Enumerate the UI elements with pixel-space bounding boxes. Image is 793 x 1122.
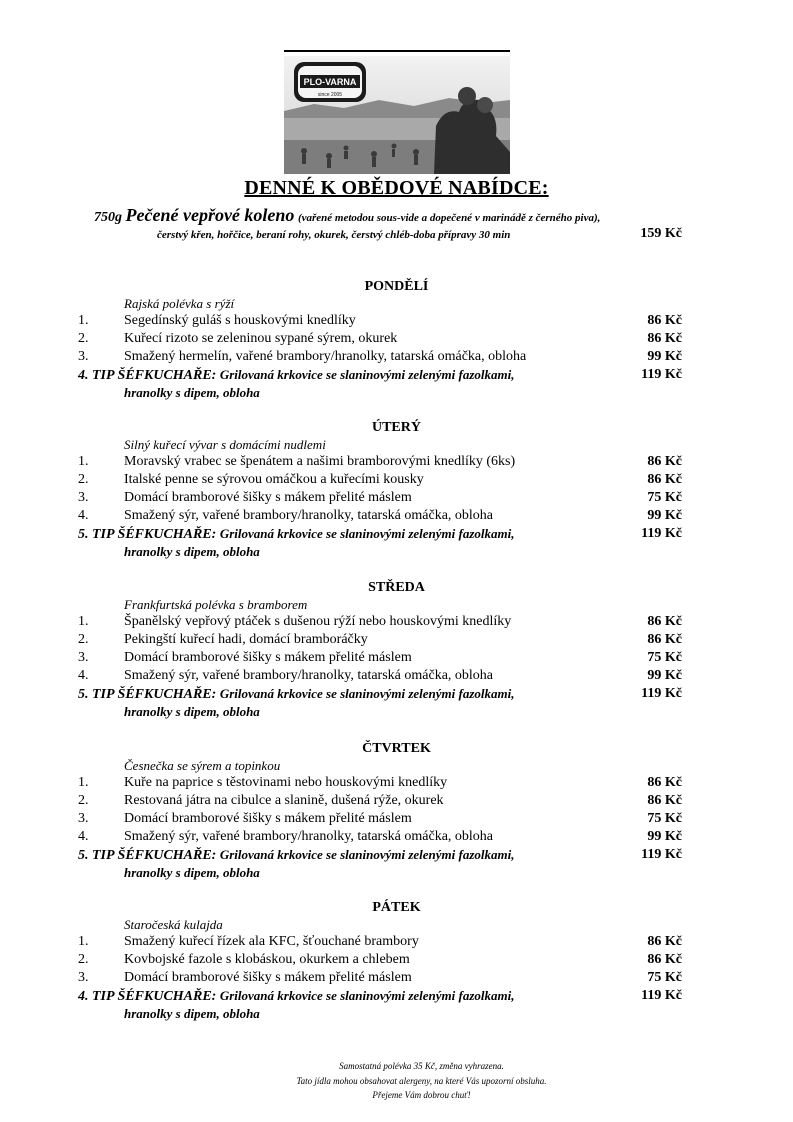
menu-item (78, 970, 682, 988)
menu-item (78, 811, 682, 829)
menu-item-text: Domácí bramborové šišky s mákem přelité máslem (124, 650, 412, 665)
menu-item-price: 99 Kč (647, 829, 682, 844)
chef-tip-description: Grilovaná krkovice se slaninovými zelenými fazolkami, (219, 686, 515, 701)
menu-item-price: 86 Kč (647, 632, 682, 647)
chef-tip (78, 847, 682, 880)
menu-item-num: 2. (78, 793, 89, 808)
menu-item-num: 1. (78, 614, 89, 629)
menu-item-price: 86 Kč (647, 775, 682, 790)
day-heading: PÁTEK (372, 900, 421, 915)
day-heading: ÚTERÝ (371, 420, 421, 435)
chef-tip-line2: hranolky s dipem, obloha (124, 865, 260, 880)
menu-item (78, 614, 682, 632)
chef-tip-line1 (78, 686, 682, 703)
menu-item-price: 86 Kč (647, 614, 682, 629)
menu-item-num: 3. (78, 349, 89, 364)
menu-item-text: Moravský vrabec se špenátem a našimi bramborovými knedlíky (6ks) (124, 454, 516, 469)
day-heading: PONDĚLÍ (364, 279, 429, 294)
menu-item-num: 3. (78, 811, 89, 826)
menu-item-text: Domácí bramborové šišky s mákem přelité máslem (124, 811, 412, 826)
chef-tip-price: 119 Kč (641, 686, 682, 701)
chef-tip-description: Grilovaná krkovice se slaninovými zelenými fazolkami, (219, 988, 515, 1003)
menu-item-num: 4. (78, 508, 89, 523)
menu-item (78, 454, 682, 472)
menu-item-text: Restovaná játra na cibulce a slanině, dušená rýže, okurek (124, 793, 444, 808)
menu-item-num: 3. (78, 650, 89, 665)
menu-item-price: 99 Kč (647, 508, 682, 523)
footer-line: Tato jídla mohou obsahovat alergeny, na které Vás upozorní obsluha. (296, 1076, 547, 1086)
menu-item-text: Domácí bramborové šišky s mákem přelité máslem (124, 970, 412, 985)
menu-item (78, 793, 682, 811)
menu-item-num: 3. (78, 490, 89, 505)
menu-item-price: 75 Kč (647, 490, 682, 505)
menu-item-price: 86 Kč (647, 454, 682, 469)
chef-tip (78, 686, 682, 719)
menu-item-price: 86 Kč (647, 313, 682, 328)
menu-item-num: 2. (78, 632, 89, 647)
menu-item-price: 99 Kč (647, 349, 682, 364)
menu-item (78, 508, 682, 526)
chef-tip-label: 4. TIP ŠÉFKUCHAŘE: (78, 989, 217, 1004)
menu-item (78, 829, 682, 847)
menu-item (78, 490, 682, 508)
chef-tip-line1 (78, 526, 682, 543)
menu-item-price: 86 Kč (647, 952, 682, 967)
menu-item-text: Pekingští kuřecí hadi, domácí bramboráčky (124, 632, 368, 647)
menu-item-text: Kovbojské fazole s klobáskou, okurkem a chlebem (124, 952, 410, 967)
footer-line: Přejeme Vám dobrou chuť! (372, 1090, 471, 1100)
chef-tip-line2: hranolky s dipem, obloha (124, 544, 260, 559)
special-weight: 750g (94, 210, 122, 225)
menu-item-price: 75 Kč (647, 970, 682, 985)
chef-tip-label: 5. TIP ŠÉFKUCHAŘE: (78, 527, 217, 542)
menu-item-text: Smažený sýr, vařené brambory/hranolky, tatarská omáčka, obloha (124, 508, 494, 523)
menu-item (78, 650, 682, 668)
chef-tip (78, 526, 682, 559)
menu-item-price: 75 Kč (647, 811, 682, 826)
chef-tip-line1 (78, 988, 682, 1005)
special-note: (vařené metodou sous-vide a dopečené v marinádě z černého piva), (297, 212, 601, 224)
menu-item-num: 2. (78, 952, 89, 967)
page-title: DENNÉ K OBĚDOVÉ NABÍDCE: (244, 177, 549, 199)
chef-tip-description: Grilovaná krkovice se slaninovými zelenými fazolkami, (219, 526, 515, 541)
chef-tip-price: 119 Kč (641, 526, 682, 541)
soup-of-day: Rajská polévka s rýží (124, 296, 235, 311)
menu-item-num: 2. (78, 472, 89, 487)
menu-item (78, 952, 682, 970)
menu-item-text: Smažený hermelín, vařené brambory/hranolky, tatarská omáčka, obloha (124, 349, 527, 364)
menu-item-text: Španělský vepřový ptáček s dušenou rýží nebo houskovými knedlíky (124, 614, 512, 629)
menu-item-num: 1. (78, 934, 89, 949)
menu-item-price: 75 Kč (647, 650, 682, 665)
chef-tip-label: 4. TIP ŠÉFKUCHAŘE: (78, 368, 217, 383)
menu-item-num: 4. (78, 668, 89, 683)
menu-item-text: Kuřecí rizoto se zeleninou sypané sýrem, okurek (124, 331, 398, 346)
menu-item (78, 934, 682, 952)
menu-item-price: 86 Kč (647, 793, 682, 808)
menu-item-text: Italské penne se sýrovou omáčkou a kuřecími kousky (124, 472, 424, 487)
menu-item-num: 4. (78, 829, 89, 844)
chef-tip-line2: hranolky s dipem, obloha (124, 1006, 260, 1021)
special-price: 159 Kč (640, 226, 682, 241)
menu-item (78, 349, 682, 367)
special-dish-line1 (94, 205, 600, 226)
header-rule (284, 50, 510, 52)
logo-since: since 2005 (317, 92, 343, 98)
chef-tip (78, 367, 682, 400)
menu-item-price: 99 Kč (647, 668, 682, 683)
soup-of-day: Silný kuřecí vývar s domácími nudlemi (124, 437, 326, 452)
menu-item-price: 86 Kč (647, 934, 682, 949)
menu-item-price: 86 Kč (647, 331, 682, 346)
special-name: Pečené vepřové koleno (125, 205, 295, 225)
menu-item-num: 1. (78, 454, 89, 469)
menu-item-price: 86 Kč (647, 472, 682, 487)
menu-item (78, 331, 682, 349)
chef-tip-line1 (78, 847, 682, 864)
chef-tip (78, 988, 682, 1021)
menu-item-text: Segedínský guláš s houskovými knedlíky (124, 313, 356, 328)
logo-name: PLO-VARNA (303, 77, 357, 87)
menu-item-num: 3. (78, 970, 89, 985)
logo-badge (294, 62, 366, 102)
chef-tip-line1 (78, 367, 682, 384)
day-heading: ČTVRTEK (362, 741, 431, 756)
menu-item (78, 668, 682, 686)
chef-tip-description: Grilovaná krkovice se slaninovými zelenými fazolkami, (219, 367, 515, 382)
menu-item-text: Kuře na paprice s těstovinami nebo houskovými knedlíky (124, 775, 448, 790)
menu-item-num: 1. (78, 313, 89, 328)
special-dish-line2: čerstvý křen, hořčice, beraní rohy, okurek, čerstvý chléb-doba přípravy 30 min (157, 229, 511, 241)
chef-tip-price: 119 Kč (641, 367, 682, 382)
chef-tip-line2: hranolky s dipem, obloha (124, 704, 260, 719)
day-heading: STŘEDA (368, 580, 425, 595)
menu-item (78, 632, 682, 650)
chef-tip-price: 119 Kč (641, 988, 682, 1003)
chef-tip-label: 5. TIP ŠÉFKUCHAŘE: (78, 687, 217, 702)
restaurant-logo-photo (284, 56, 510, 174)
footer-line: Samostatná polévka 35 Kč, změna vyhrazena. (339, 1061, 504, 1071)
menu-item-text: Smažený sýr, vařené brambory/hranolky, tatarská omáčka, obloha (124, 668, 494, 683)
menu-item (78, 472, 682, 490)
soup-of-day: Česnečka se sýrem a topinkou (124, 758, 281, 773)
chef-tip-label: 5. TIP ŠÉFKUCHAŘE: (78, 848, 217, 863)
menu-item-num: 1. (78, 775, 89, 790)
chef-tip-description: Grilovaná krkovice se slaninovými zelenými fazolkami, (219, 847, 515, 862)
soup-of-day: Staročeská kulajda (124, 917, 223, 932)
chef-tip-price: 119 Kč (641, 847, 682, 862)
chef-tip-line2: hranolky s dipem, obloha (124, 385, 260, 400)
menu-item-text: Smažený kuřecí řízek ala KFC, šťouchané brambory (124, 934, 419, 949)
menu-item-text: Domácí bramborové šišky s mákem přelité máslem (124, 490, 412, 505)
soup-of-day: Frankfurtská polévka s bramborem (124, 597, 308, 612)
menu-item (78, 313, 682, 331)
menu-item-num: 2. (78, 331, 89, 346)
menu-item-text: Smažený sýr, vařené brambory/hranolky, tatarská omáčka, obloha (124, 829, 494, 844)
menu-item (78, 775, 682, 793)
